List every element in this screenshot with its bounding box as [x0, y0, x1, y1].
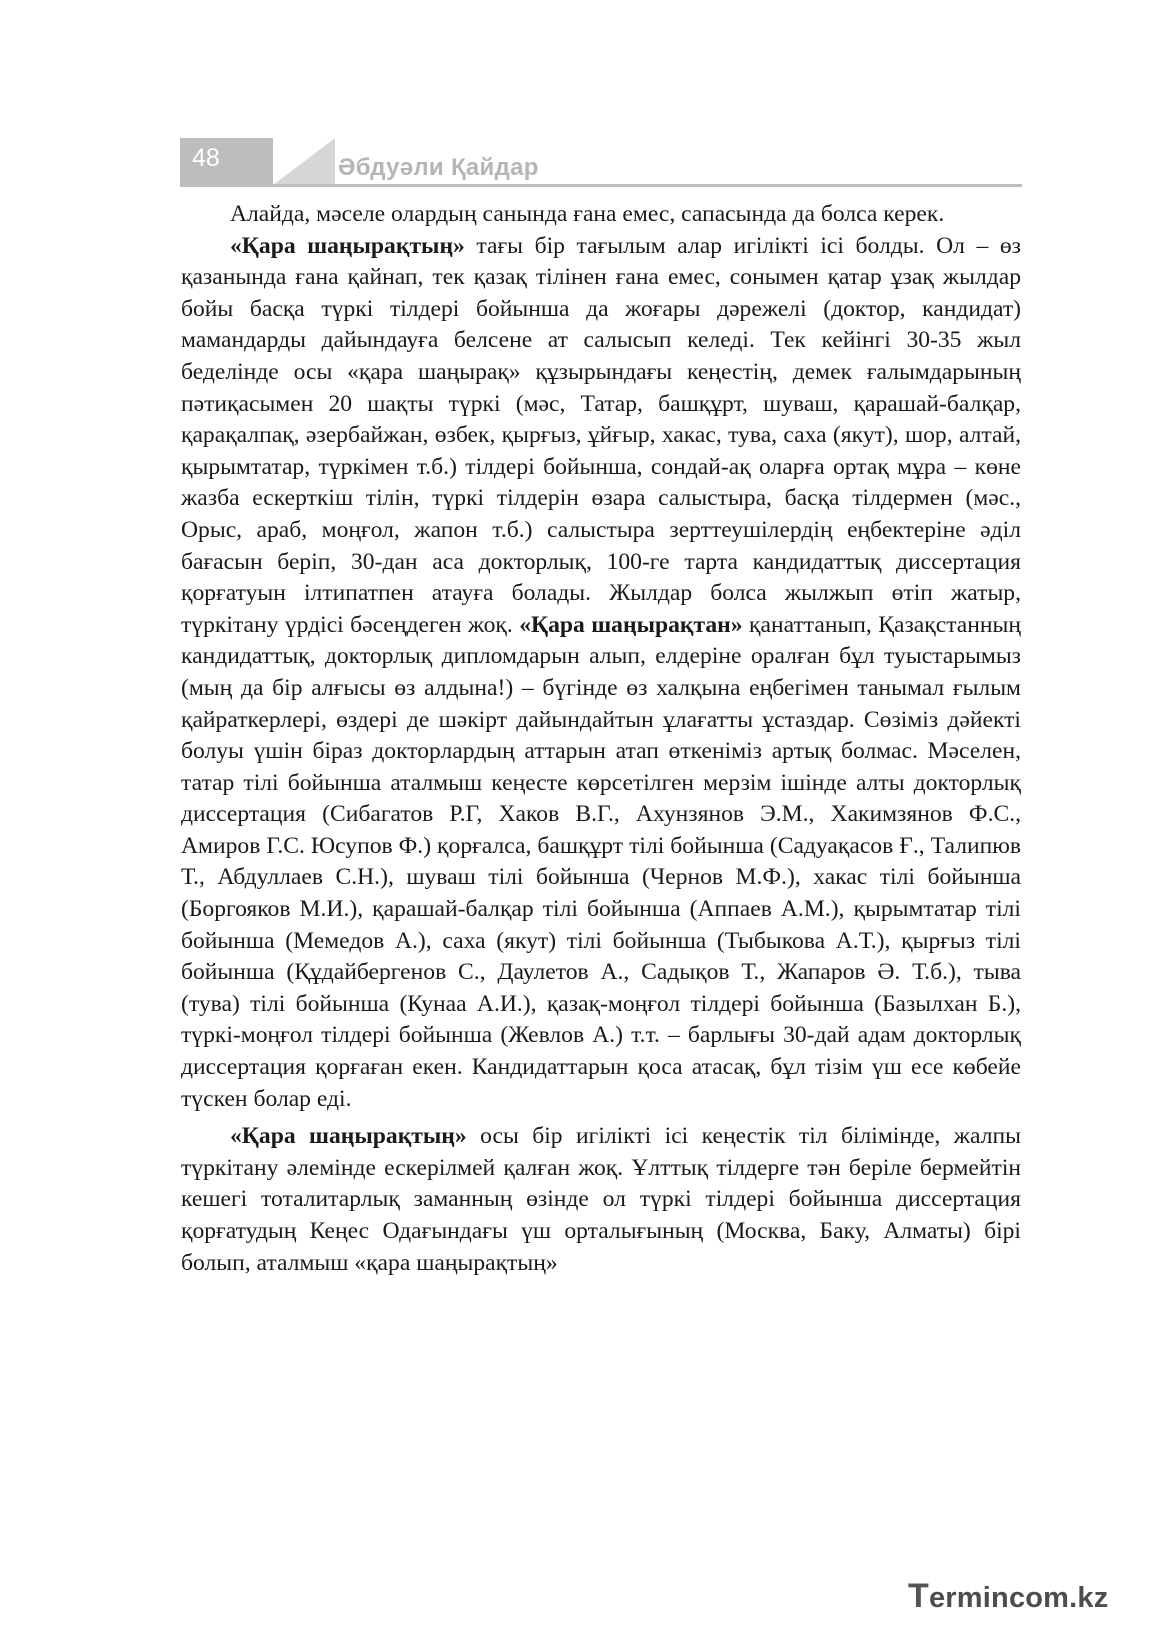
paragraph-3: [181, 1121, 1021, 1279]
bold-term: «Қара шаңырақтың»: [230, 1123, 467, 1150]
watermark-initial: T: [908, 1577, 929, 1615]
paragraph-2-text-b: қанаттанып, Қазақстанның кандидаттық, докторлық дипломдарын алып, елдеріне оралған бұл туыстарымыз (мың да бір алғысы өз алдына!) – бүгінде өз халқына еңбегімен танымал ғылым қайраткерлері, өздері де шәкірт дайындайтын ұлағатты ұстаздар. Сөзіміз дәйекті болуы үшін біраз докторлардың аттарын атап өткеніміз артық болмас. Мәселен, татар тілі бойынша аталмыш кеңесте көрсетілген мерзім ішінде алты докторлық диссертация (Сибагатов Р.Г, Хаков В.Г., Ахунзянов Э.М., Хакимзянов Ф.С., Амиров Г.С. Юсупов Ф.) қорғалса, башқұрт тілі бойынша (Садуақасов Ғ., Талипюв Т., Абдуллаев С.Н.), шуваш тілі бойынша (Чернов М.Ф.), хакас тілі бойынша (Боргояков М.И.), қарашай-балқар тілі бойынша (Аппаев А.М.), қырымтатар тілі бойынша (Мемедов А.), саха (якут) тілі бойынша (Тыбыкова А.Т.), қырғыз тілі бойынша (Құдайбергенов С., Даулетов А., Садықов Т., Жапаров Ә. Т.б.), тыва (тува) тілі бойынша (Кунаа А.И.), қазақ-моңғол тілдері бойынша (Базылхан Б.), түркі-моңғол тілдері бойынша (Жевлов А.) т.т. – барлығы 30-дай адам докторлық диссертация қорғаған екен. Кандидаттарын қоса атасақ, бұл тізім үш есе көбейе түскен болар еді.: [181, 611, 1022, 1112]
page-number: 48: [192, 144, 220, 172]
body-text: [181, 199, 1021, 1279]
watermark-logo: [908, 1577, 1108, 1616]
paragraph-1: Алайда, мәселе олардың санында ғана емес, сапасында да болса керек.: [230, 201, 945, 227]
header-ramp: [273, 138, 335, 185]
watermark-text: ermincom.kz: [928, 1582, 1109, 1614]
bold-term: «Қара шаңырақтан»: [519, 611, 743, 638]
bold-term: «Қара шаңырақтың»: [230, 232, 465, 259]
paragraph-3-text: осы бір игілікті ісі кеңестік тіл білімінде, жалпы түркітану әлемінде ескерілмей қалған жоқ. Ұлттық тілдерге тән беріле бермейтін кешегі тоталитарлық заманның өзінде ол түркі тілдері бойынша диссертация қорғатудың Кеңес Одағындағы үш орталығының (Москва, Баку, Алматы) бірі болып, аталмыш «қара шаңырақтың»: [181, 1123, 1021, 1276]
header-rule: [180, 184, 1022, 187]
paragraph-2: [181, 231, 1021, 1116]
paragraph-2-text-a: тағы бір тағылым алар игілікті ісі болды. Ол – өз қазанында ғана қайнап, тек қазақ тілінен ғана емес, сонымен қатар ұзақ жылдар бойы басқа түркі тілдері бойынша да жоғары дәрежелі (доктор, кандидат) мамандарды дайындауға белсене ат салысып келеді. Тек кейінгі 30-35 жыл беделінде осы «қара шаңырақ» құзырындағы кеңестің, демек ғалымдарының пәтиқасымен 20 шақты түркі (мәс, Татар, башқұрт, шуваш, қарашай-балқар, қарақалпақ, әзербайжан, өзбек, қырғыз, ұйғыр, хакас, тува, саха (якут), шор, алтай, қырымтатар, түркімен т.б.) тілдері бойынша, сондай-ақ оларға ортақ мұра – көне жазба ескерткіш тілін, түркі тілдерін өзара салыстыра, басқа тілдермен (мәс., Орыс, араб, моңғол, жапон т.б.) салыстыра зерттеушілердің еңбектеріне әділ бағасын беріп, 30-дан аса докторлық, 100-ге тарта кандидаттық диссертация қорғатуын ілтипатпен атауға болады. Жылдар болса жылжып өтіп жатыр, түркітану үрдісі бәсеңдеген жоқ.: [181, 232, 1021, 638]
running-title-author: Әбдуәли Қайдар: [338, 154, 539, 181]
running-header: [180, 138, 1022, 186]
